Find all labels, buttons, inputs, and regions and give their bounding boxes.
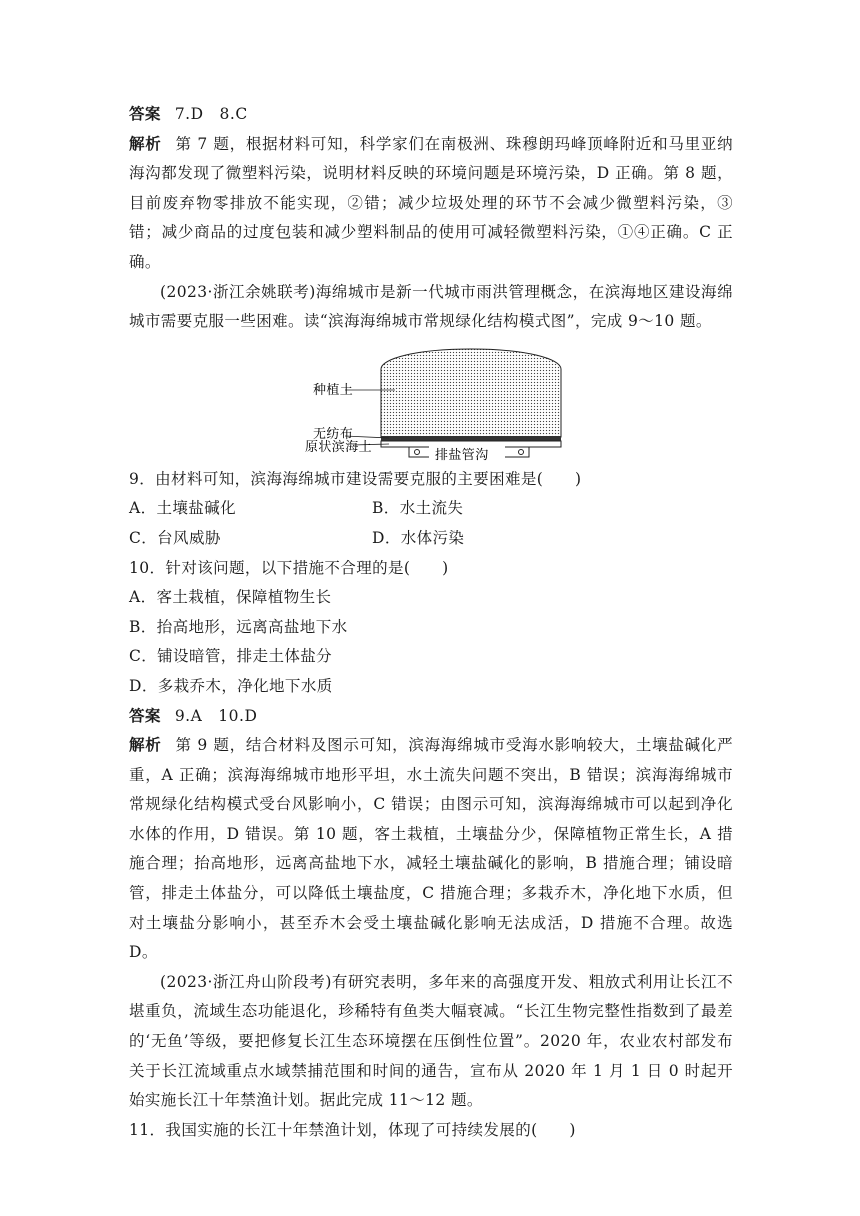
analysis-text: 第 7 题，根据材料可知，科学家们在南极洲、珠穆朗玛峰顶峰附近和马里亚纳海沟都发现了微塑料污染，说明材料反映的环境问题是环境污染，D 正确。第 8 题，目前废弃物零排放不能实现，②错；减少垃圾处理的环节不会减少微塑料污染，③错；减少商品的过度包装和减少塑料制品的使用可减轻微塑料污染，①④正确。C 正确。 <box>129 134 733 271</box>
answer-line-7-8 <box>129 100 733 130</box>
option-10-b: B．抬高地形，远离高盐地下水 <box>129 617 348 636</box>
option-10-a: A．客土栽植，保障植物生长 <box>129 588 332 607</box>
question-11-stem: 11．我国实施的长江十年禁渔计划，体现了可持续发展的( ) <box>129 1120 576 1139</box>
material-intro-11-12: (2023·浙江舟山阶段考)有研究表明，多年来的高强度开发、粗放式利用让长江不堪重负，流域生态功能退化，珍稀特有鱼类大幅衰减。“长江生物完整性指数到了最差的‘无鱼’等级，要把修复长江生态环境摆在压倒性位置”。2020 年，农业农村部发布关于长江流域重点水域禁捕范围和时间的通告，宣布从 2020 年 1 月 1 日 0 时起开始实施长江十年禁渔计划。据此完成 11～12 题。 <box>129 972 733 1110</box>
option-10-c: C．铺设暗管，排走土体盐分 <box>129 647 333 666</box>
sponge-city-structure-diagram <box>129 339 733 461</box>
question-9-stem: 9．由材料可知，滨海海绵城市建设需要克服的主要困难是( ) <box>129 469 582 488</box>
drain-pipe-right <box>519 449 524 454</box>
option-9-d: D．水体污染 <box>372 528 465 547</box>
option-9-b: B．水土流失 <box>372 499 464 518</box>
question-9-options-row-2 <box>129 524 733 554</box>
document-body <box>129 100 733 1145</box>
option-9-c: C．台风威胁 <box>129 528 221 547</box>
label-salt-drainage-ditch: 排盐管沟 <box>435 447 489 461</box>
answer-label: 答案 <box>129 105 161 123</box>
analysis-9-10 <box>129 731 733 968</box>
analysis-7-8 <box>129 130 733 278</box>
label-planting-soil: 种植土 <box>313 382 354 398</box>
option-9-a: A．土壤盐碱化 <box>129 499 236 518</box>
planting-soil-layer <box>381 349 561 437</box>
answer-line-9-10 <box>129 702 733 732</box>
material-intro-9-10: (2023·浙江余姚联考)海绵城市是新一代城市雨洪管理概念，在滨海地区建设海绵城市需要克服一些困难。读“滨海海绵城市常规绿化结构模式图”，完成 9～10 题。 <box>129 282 733 331</box>
answer-label: 答案 <box>129 706 161 725</box>
analysis-label: 解析 <box>129 736 162 755</box>
analysis-text: 第 9 题，结合材料及图示可知，滨海海绵城市受海水影响较大，土壤盐碱化严重，A 正确；滨海海绵城市地形平坦，水土流失问题不突出，B 错误；滨海海绵城市常规绿化结构模式受台风影响小，C 错误；由图示可知，滨海海绵城市可以起到净化水体的作用，D 错误。第 10 题，客土栽植，土壤盐分少，保障植物正常生长，A 措施合理；抬高地形，远离高盐地下水，减轻土壤盐碱化的影响，B 措施合理；铺设暗管，排走土体盐分，可以降低土壤盐度，C 措施合理；多栽乔木，净化地下水质，但对土壤盐分影响小，甚至乔木会受土壤盐碱化影响无法成活，D 措施不合理。故选 D。 <box>129 736 733 962</box>
answer-value: 9.A 10.D <box>174 706 258 725</box>
question-9-options-row-1 <box>129 494 733 524</box>
option-10-d: D．多栽乔木，净化地下水质 <box>129 676 333 695</box>
label-non-woven-fabric: 无纺布 <box>313 426 354 442</box>
non-woven-fabric-layer <box>381 436 561 441</box>
drain-pipe-left <box>415 449 420 454</box>
analysis-label: 解析 <box>129 134 162 153</box>
structure-diagram-svg <box>305 339 565 461</box>
question-10-stem: 10．针对该问题，以下措施不合理的是( ) <box>129 558 449 577</box>
label-native-coastal-soil: 原状滨海土 <box>305 439 373 455</box>
answer-value: 7.D 8.C <box>174 105 248 123</box>
